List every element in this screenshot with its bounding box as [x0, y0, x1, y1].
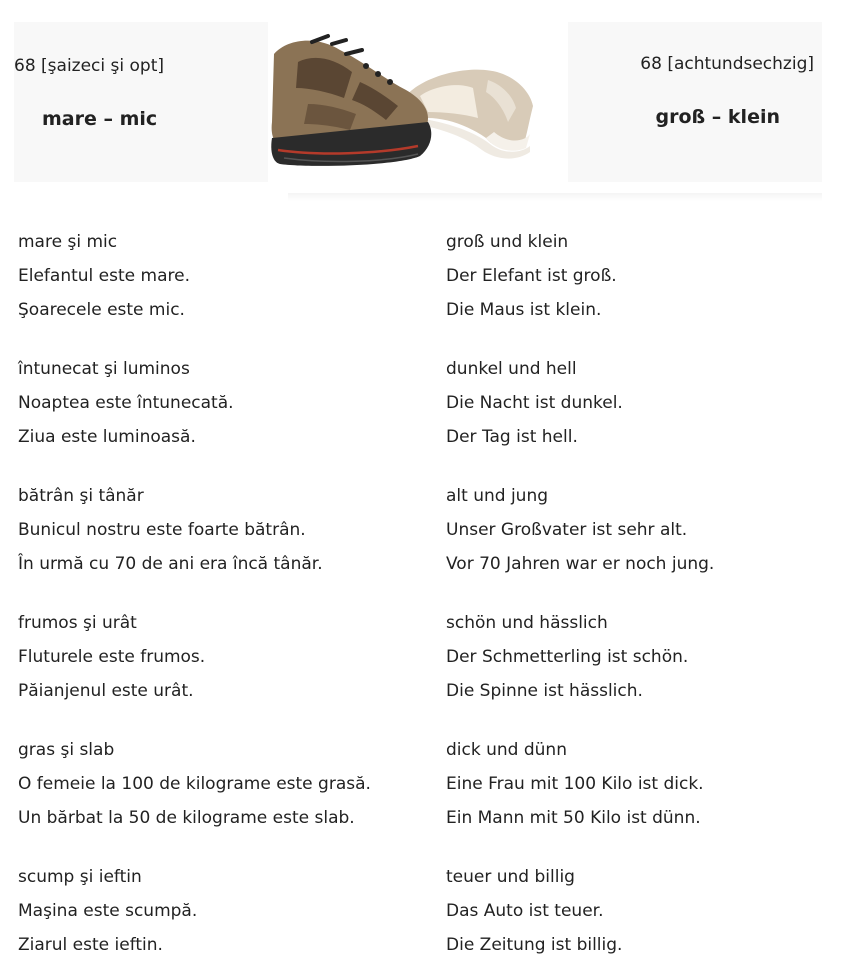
large-sandal-icon: [271, 36, 431, 166]
phrase-german: Die Maus ist klein.: [446, 300, 602, 320]
phrase-row: [18, 483, 838, 517]
phrase-german: Der Schmetterling ist schön.: [446, 647, 689, 667]
phrase-german: schön und hässlich: [446, 613, 608, 633]
phrase-row: [18, 737, 838, 771]
phrase-german: Die Spinne ist hässlich.: [446, 681, 643, 701]
phrase-german: Unser Großvater ist sehr alt.: [446, 520, 688, 540]
phrase-group: [18, 610, 838, 712]
phrase-row: [18, 424, 838, 458]
phrase-row: [18, 898, 838, 932]
phrase-german: Eine Frau mit 100 Kilo ist dick.: [446, 774, 704, 794]
phrase-romanian: Ziarul este ieftin.: [18, 935, 163, 955]
phrase-german: Ein Mann mit 50 Kilo ist dünn.: [446, 808, 701, 828]
phrase-romanian: În urmă cu 70 de ani era încă tânăr.: [18, 554, 323, 574]
phrase-group: [18, 483, 838, 585]
phrase-row: [18, 297, 838, 331]
phrase-row: [18, 805, 838, 839]
phrase-romanian: Un bărbat la 50 de kilograme este slab.: [18, 808, 355, 828]
phrase-romanian: Maşina este scumpă.: [18, 901, 198, 921]
phrase-german: Das Auto ist teuer.: [446, 901, 604, 921]
phrase-german: Der Tag ist hell.: [446, 427, 578, 447]
phrase-row: [18, 263, 838, 297]
lesson-number-de: 68 [achtundsechzig]: [640, 54, 814, 74]
phrase-table: [18, 229, 838, 963]
phrase-romanian: Ziua este luminoasă.: [18, 427, 196, 447]
phrase-group: [18, 356, 838, 458]
phrase-german: dick und dünn: [446, 740, 567, 760]
phrase-row: [18, 771, 838, 805]
phrase-german: Vor 70 Jahren war er noch jung.: [446, 554, 715, 574]
phrase-group: [18, 737, 838, 839]
phrase-row: [18, 678, 838, 712]
phrase-romanian: O femeie la 100 de kilograme este grasă.: [18, 774, 371, 794]
phrase-row: [18, 610, 838, 644]
phrase-romanian: gras şi slab: [18, 740, 115, 760]
phrase-romanian: bătrân şi tânăr: [18, 486, 144, 506]
phrase-german: alt und jung: [446, 486, 549, 506]
phrase-romanian: Bunicul nostru este foarte bătrân.: [18, 520, 306, 540]
phrase-romanian: Păianjenul este urât.: [18, 681, 194, 701]
phrase-romanian: Şoarecele este mic.: [18, 300, 185, 320]
phrase-row: [18, 517, 838, 551]
phrase-row: [18, 932, 838, 963]
phrase-row: [18, 390, 838, 424]
phrase-romanian: Elefantul este mare.: [18, 266, 190, 286]
shoes-illustration: [268, 22, 568, 182]
phrase-german: groß und klein: [446, 232, 569, 252]
phrase-group: [18, 864, 838, 963]
phrase-row: [18, 644, 838, 678]
phrase-row: [18, 229, 838, 263]
phrase-row: [18, 356, 838, 390]
phrase-german: Die Zeitung ist billig.: [446, 935, 623, 955]
phrase-row: [18, 864, 838, 898]
phrase-romanian: Noaptea este întunecată.: [18, 393, 234, 413]
phrase-romanian: frumos şi urât: [18, 613, 137, 633]
phrase-german: Der Elefant ist groß.: [446, 266, 617, 286]
phrase-romanian: scump şi ieftin: [18, 867, 142, 887]
phrase-romanian: mare şi mic: [18, 232, 118, 252]
header-divider: [288, 193, 822, 201]
phrase-german: dunkel und hell: [446, 359, 577, 379]
phrase-german: teuer und billig: [446, 867, 575, 887]
lesson-number-ro: 68 [şaizeci şi opt]: [14, 56, 164, 76]
phrase-romanian: întunecat şi luminos: [18, 359, 190, 379]
phrase-romanian: Fluturele este frumos.: [18, 647, 206, 667]
phrase-german: Die Nacht ist dunkel.: [446, 393, 623, 413]
phrase-row: [18, 551, 838, 585]
lesson-header: [14, 22, 822, 182]
lesson-title-ro: mare – mic: [42, 108, 158, 130]
phrase-group: [18, 229, 838, 331]
lesson-title-de: groß – klein: [655, 106, 780, 128]
